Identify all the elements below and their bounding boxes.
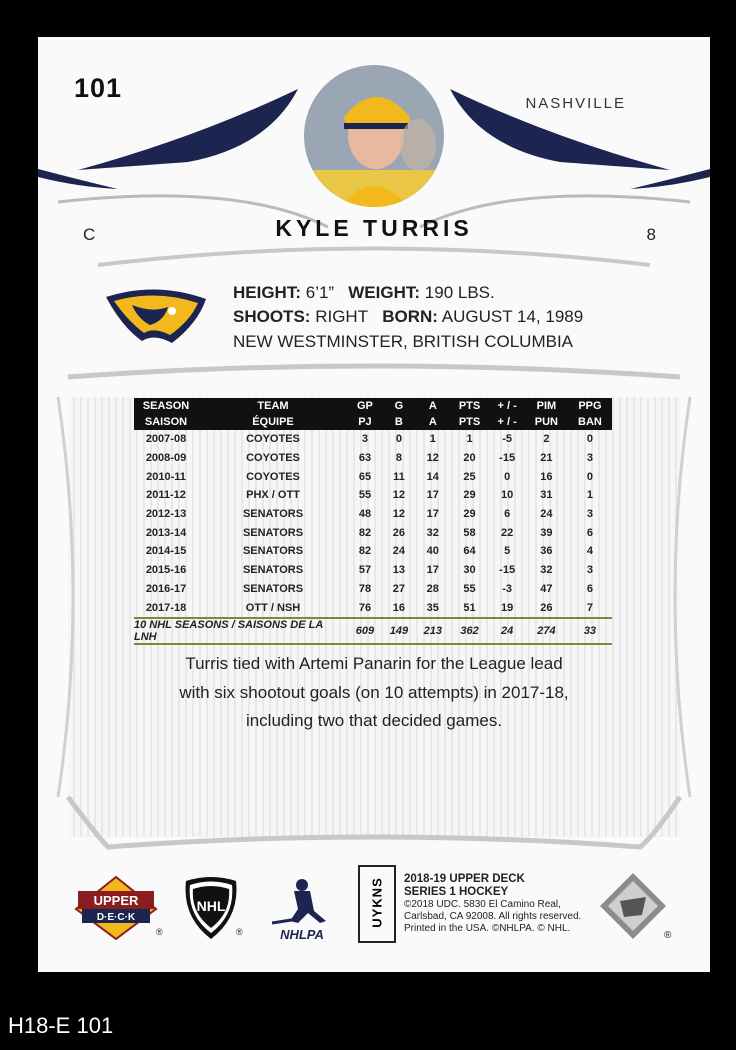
stats-cell: 2016-17 (145, 582, 187, 595)
stats-cell: 13 (392, 564, 405, 577)
height-label: HEIGHT: (233, 283, 301, 302)
player-blurb (118, 650, 630, 736)
stats-cell: 58 (463, 526, 476, 539)
legal-line: Printed in the USA. ©NHLPA. © NHL. (404, 923, 571, 934)
stats-row (134, 467, 612, 486)
nhl-text: NHL (196, 898, 226, 914)
stats-cell: 24 (392, 545, 405, 558)
stats-cell: 0 (395, 433, 402, 446)
stats-cell: 1 (466, 433, 473, 446)
stats-cell: 1 (429, 433, 436, 446)
stats-cell: 16 (540, 470, 553, 483)
card-number: 101 (74, 73, 123, 103)
stats-cell: 4 (586, 545, 593, 558)
blurb-line: Turris tied with Artemi Panarin for the League lead (185, 654, 563, 673)
shoots-label: SHOOTS: (233, 307, 311, 326)
stats-cell: 35 (426, 601, 439, 614)
header-cell: GP (348, 398, 382, 414)
player-position: C (83, 225, 96, 244)
stats-cell: SENATORS (242, 508, 304, 521)
stats-body (134, 430, 612, 644)
header-cell: PUN (525, 414, 568, 430)
stats-cell: 64 (463, 545, 476, 558)
stats-cell: 32 (540, 564, 553, 577)
stats-cell: 30 (463, 564, 476, 577)
header-cell: B (382, 414, 416, 430)
registered-mark: ® (664, 930, 672, 941)
stats-row (134, 430, 612, 449)
stats-cell: 55 (358, 489, 372, 502)
stats-cell: COYOTES (246, 452, 300, 465)
stats-cell: 6 (586, 526, 593, 539)
card-code-box (358, 865, 396, 943)
stats-row (134, 523, 612, 542)
stats-row (134, 598, 612, 618)
card-back (38, 37, 710, 972)
stats-table (134, 398, 612, 645)
stats-cell: 2015-16 (145, 564, 187, 577)
stats-cell: 24 (540, 508, 553, 521)
stats-cell: SENATORS (242, 526, 304, 539)
set-line-2: SERIES 1 HOCKEY (404, 886, 509, 898)
stats-cell: 3 (586, 452, 593, 465)
stats-cell: 47 (540, 582, 553, 595)
blurb-line: including two that decided games. (245, 711, 503, 730)
stats-cell: 3 (586, 508, 593, 521)
stats-cell: 25 (463, 470, 476, 483)
stats-cell: 26 (392, 526, 405, 539)
header-cell: SAISON (134, 414, 198, 430)
stats-cell: -5 (502, 433, 513, 446)
stats-row (134, 542, 612, 561)
stats-cell: 2010-11 (146, 470, 186, 483)
header-cell: A (416, 414, 450, 430)
stats-cell: 48 (358, 508, 372, 521)
stats-cell: 76 (358, 601, 372, 614)
hologram-icon (598, 871, 668, 941)
header-cell: PIM (525, 398, 568, 414)
stats-cell: 28 (426, 582, 439, 595)
blurb-line: with six shootout goals (on 10 attempts) in 2017-18, (179, 682, 569, 702)
total-cell: 149 (382, 618, 416, 644)
stats-cell: 0 (504, 470, 511, 483)
stats-cell: 29 (463, 489, 476, 502)
scan-label: H18-E 101 (8, 1013, 114, 1038)
stats-cell: COYOTES (246, 470, 300, 483)
bio-line-1 (233, 283, 495, 303)
header-cell: TEAM (198, 398, 348, 414)
stats-cell: 1 (586, 489, 593, 502)
header-cell: PTS (450, 398, 490, 414)
stats-row (134, 561, 612, 580)
stats-cell: 11 (393, 470, 405, 483)
stats-cell: 12 (426, 452, 439, 465)
stats-cell: SENATORS (242, 564, 304, 577)
header-cell: PTS (450, 414, 490, 430)
stats-cell: 2007-08 (145, 433, 187, 446)
header-cell: ÉQUIPE (198, 414, 348, 430)
shoots-value: RIGHT (315, 307, 369, 326)
stats-cell: 63 (358, 452, 372, 465)
stats-row (134, 486, 612, 505)
weight-value: 190 LBS. (424, 283, 495, 302)
stats-cell: 40 (426, 545, 439, 558)
birthplace: NEW WESTMINSTER, BRITISH COLUMBIA (233, 332, 574, 351)
header-cell: PPG (568, 398, 612, 414)
player-photo (300, 65, 448, 207)
header-cell: + / - (489, 414, 525, 430)
stats-cell: 57 (358, 564, 372, 577)
stats-total-row (134, 618, 612, 644)
born-label: BORN: (382, 307, 438, 326)
card-code: UYKNS (369, 877, 385, 928)
upper-deck-logo (74, 875, 158, 941)
legal-text (404, 873, 624, 935)
legal-line: Carlsbad, CA 92008. All rights reserved. (404, 911, 582, 922)
stats-row (134, 449, 612, 468)
stats-cell: 39 (540, 526, 553, 539)
stats-cell: OTT / NSH (245, 601, 301, 614)
stats-cell: 12 (392, 508, 405, 521)
predators-logo-icon (102, 283, 210, 349)
jersey-number: 8 (646, 225, 656, 244)
total-cell: 33 (568, 618, 612, 644)
nhlpa-text: NHLPA (280, 927, 324, 941)
player-name: KYLE TURRIS (275, 215, 473, 241)
total-cell: 609 (348, 618, 382, 644)
team-name: NASHVILLE (525, 95, 626, 112)
header-cell: BAN (568, 414, 612, 430)
stats-cell: 12 (392, 489, 405, 502)
header-cell: G (382, 398, 416, 414)
stats-cell: 26 (540, 601, 553, 614)
nhlpa-logo (268, 877, 340, 941)
stats-cell: 10 (501, 489, 514, 502)
stats-cell: 0 (586, 470, 593, 483)
stats-row (134, 505, 612, 524)
stats-cell: 21 (540, 452, 553, 465)
stats-cell: 3 (586, 564, 593, 577)
stats-cell: -15 (499, 564, 516, 577)
height-value: 6’1” (305, 283, 335, 302)
stats-cell: 0 (586, 433, 593, 446)
stats-cell: 17 (426, 489, 439, 502)
stats-cell: 3 (361, 433, 369, 446)
header-cell: PJ (348, 414, 382, 430)
stats-cell: SENATORS (242, 582, 304, 595)
total-cell: 24 (489, 618, 525, 644)
total-cell: 274 (525, 618, 568, 644)
stats-cell: 55 (463, 582, 476, 595)
stats-cell: 20 (463, 452, 476, 465)
stats-cell: 17 (426, 564, 439, 577)
stats-header-fr (134, 414, 612, 430)
stats-cell: 14 (426, 470, 439, 483)
stats-cell: 16 (392, 601, 405, 614)
stats-cell: 2 (543, 433, 550, 446)
stats-header-en (134, 398, 612, 414)
stats-cell: 7 (586, 601, 593, 614)
total-cell: 213 (416, 618, 450, 644)
stats-cell: 5 (504, 545, 511, 558)
total-label: 10 NHL SEASONS / SAISONS DE LA LNH (134, 618, 348, 644)
registered-mark: ® (236, 927, 243, 937)
legal-line: ©2018 UDC. 5830 El Camino Real, (404, 899, 561, 910)
stats-cell: 2013-14 (145, 526, 187, 539)
header-cell: A (416, 398, 450, 414)
ud-line-2: D·E·C·K (96, 912, 136, 923)
born-value: AUGUST 14, 1989 (441, 307, 584, 326)
stats-cell: 2008-09 (145, 452, 187, 465)
stats-cell: 8 (395, 452, 402, 465)
stats-cell: 22 (501, 526, 514, 539)
stats-cell: 36 (540, 545, 553, 558)
total-cell: 362 (450, 618, 490, 644)
stats-cell: 19 (501, 601, 514, 614)
header-cell: + / - (489, 398, 525, 414)
stats-cell: 31 (540, 489, 553, 502)
stats-cell: SENATORS (242, 545, 304, 558)
stats-cell: -15 (499, 452, 516, 465)
stats-row (134, 580, 612, 599)
stats-cell: PHX / OTT (246, 489, 300, 502)
set-line-1: 2018-19 UPPER DECK (404, 873, 525, 885)
stats-cell: -3 (502, 582, 513, 595)
stats-cell: 82 (358, 545, 372, 558)
stats-cell: 82 (358, 526, 372, 539)
stats-cell: 32 (426, 526, 439, 539)
stats-cell: 2017-18 (145, 601, 187, 614)
registered-mark: ® (156, 927, 163, 937)
header-cell: SEASON (134, 398, 198, 414)
stats-cell: 51 (463, 601, 476, 614)
stats-cell: 65 (358, 470, 372, 483)
stats-cell: 2014-15 (145, 545, 187, 558)
stats-cell: 78 (358, 582, 372, 595)
stats-cell: COYOTES (246, 433, 300, 446)
weight-label: WEIGHT: (348, 283, 421, 302)
stats-cell: 17 (426, 508, 439, 521)
nhl-shield-logo (180, 873, 242, 941)
stats-cell: 29 (463, 508, 476, 521)
ud-line-1: UPPER (93, 893, 139, 908)
bio-line-2 (233, 307, 583, 327)
stats-cell: 6 (504, 508, 511, 521)
stats-cell: 27 (392, 582, 405, 595)
stats-cell: 6 (586, 582, 593, 595)
stats-cell: 2012-13 (145, 508, 187, 521)
stats-cell: 2011-12 (146, 489, 186, 502)
